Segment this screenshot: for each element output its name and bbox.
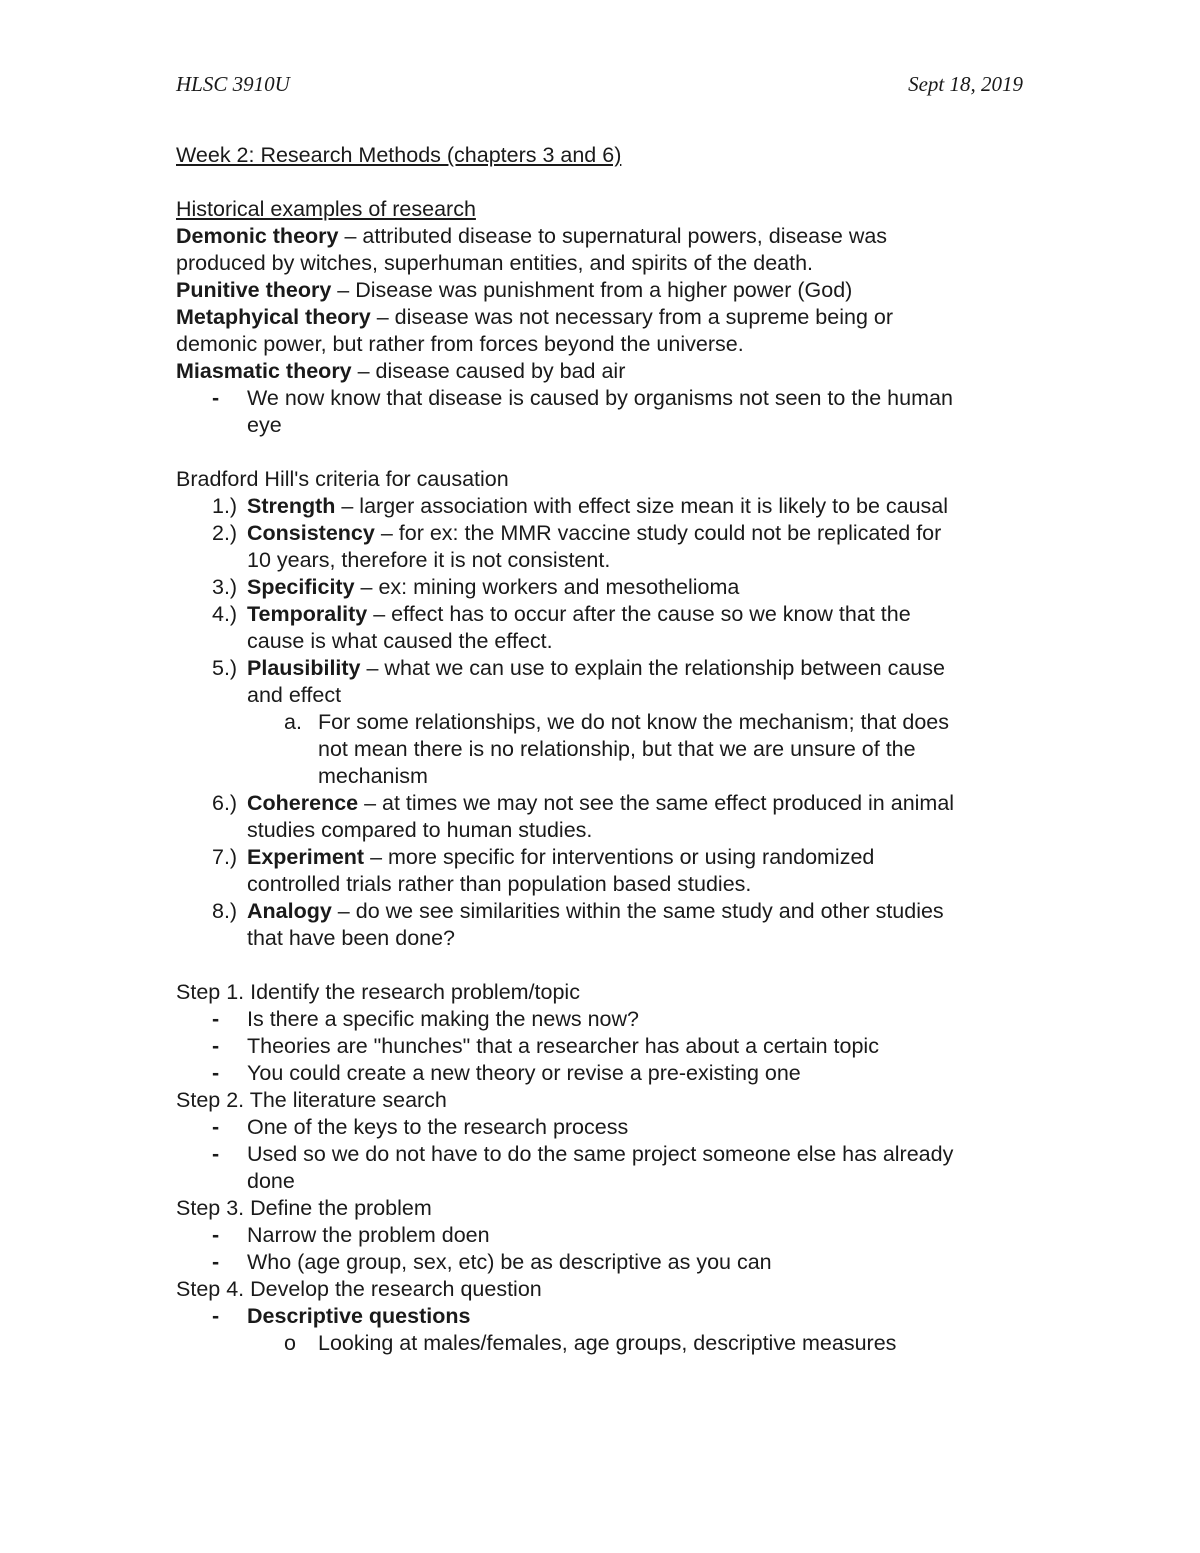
list-item: - You could create a new theory or revise a pre-existing one (212, 1061, 801, 1085)
criterion-temporality: 4.) Temporality – effect has to occur after the cause so we know that the cause is what caused the effect. (212, 602, 911, 653)
dash-bullet: - (212, 1250, 220, 1274)
criterion-plausibility: 5.) Plausibility – what we can use to explain the relationship between cause and effect (212, 656, 945, 707)
step4-heading: Step 4. Develop the research question (176, 1277, 542, 1301)
dash-bullet: - (212, 1304, 220, 1328)
criterion-strength: 1.) Strength – larger association with effect size mean it is likely to be causal (212, 494, 949, 518)
plausibility-subitem: a. For some relationships, we do not know the mechanism; that does not mean there is no relationship, but that we are unsure of the mechanism (284, 710, 949, 788)
dash-bullet: - (212, 386, 220, 410)
course-code: HLSC 3910U (176, 72, 290, 96)
list-item: - We now know that disease is caused by organisms not seen to the human eye (212, 386, 953, 437)
list-item: - Is there a specific making the news now? (212, 1007, 639, 1031)
bradford-heading: Bradford Hill's criteria for causation (176, 467, 509, 491)
dash-bullet: - (212, 1142, 220, 1166)
demonic-theory: Demonic theory – attributed disease to supernatural powers, disease was (176, 224, 888, 248)
step1-heading: Step 1. Identify the research problem/topic (176, 980, 580, 1004)
header-date: Sept 18, 2019 (908, 72, 1023, 96)
step2-heading: Step 2. The literature search (176, 1088, 447, 1112)
dash-bullet: - (212, 1007, 220, 1031)
metaphysical-theory-cont: demonic power, but rather from forces beyond the universe. (176, 332, 744, 356)
list-item: - Who (age group, sex, etc) be as descriptive as you can (212, 1250, 772, 1274)
list-item: - One of the keys to the research process (212, 1115, 629, 1139)
list-item: - Descriptive questions (212, 1304, 471, 1328)
step3-heading: Step 3. Define the problem (176, 1196, 432, 1220)
criterion-coherence: 6.) Coherence – at times we may not see the same effect produced in animal studies compared to human studies. (212, 791, 955, 842)
criterion-analogy: 8.) Analogy – do we see similarities within the same study and other studies that have been done? (212, 899, 944, 950)
document-body (176, 142, 1036, 1357)
page-title: Week 2: Research Methods (chapters 3 and 6) (176, 143, 622, 167)
dash-bullet: - (212, 1223, 220, 1247)
historical-heading: Historical examples of research (176, 197, 476, 221)
list-subitem: o Looking at males/females, age groups, descriptive measures (284, 1331, 897, 1355)
list-item: - Used so we do not have to do the same project someone else has already done (212, 1142, 954, 1193)
page-header (176, 72, 1023, 97)
miasmatic-theory: Miasmatic theory – disease caused by bad air (176, 359, 626, 383)
list-item: - Narrow the problem doen (212, 1223, 490, 1247)
dash-bullet: - (212, 1115, 220, 1139)
list-item: - Theories are "hunches" that a researcher has about a certain topic (212, 1034, 879, 1058)
criterion-specificity: 3.) Specificity – ex: mining workers and mesothelioma (212, 575, 740, 599)
circle-bullet: o (284, 1331, 296, 1355)
criterion-consistency: 2.) Consistency – for ex: the MMR vaccine study could not be replicated for 10 years, therefore it is not consistent. (212, 521, 942, 572)
punitive-theory: Punitive theory – Disease was punishment from a higher power (God) (176, 278, 853, 302)
dash-bullet: - (212, 1061, 220, 1085)
demonic-theory-cont: produced by witches, superhuman entities, and spirits of the death. (176, 251, 814, 275)
dash-bullet: - (212, 1034, 220, 1058)
metaphysical-theory: Metaphyical theory – disease was not necessary from a supreme being or (176, 305, 893, 329)
criterion-experiment: 7.) Experiment – more specific for interventions or using randomized controlled trials rather than population based studies. (212, 845, 875, 896)
